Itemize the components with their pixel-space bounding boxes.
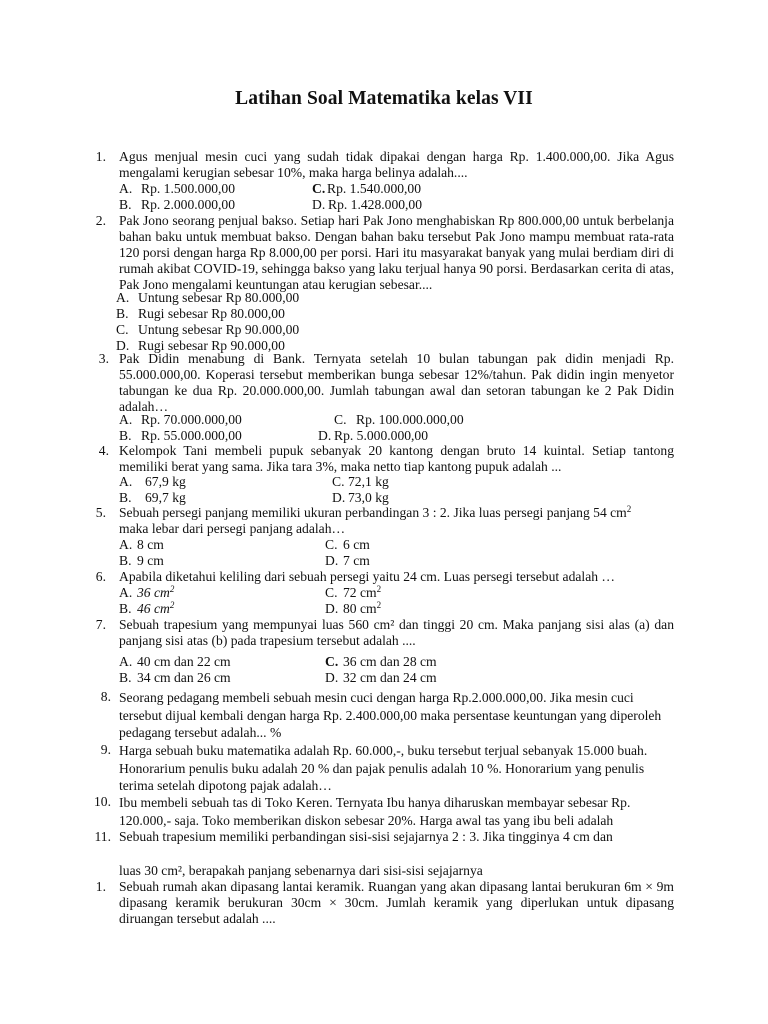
question-text: Pak Didin menabung di Bank. Ternyata setelah 10 bulan tabungan pak didin menjadi Rp. 55.000.000,00. Koperasi tersebut memberikan bunga sebesar 12%/tahun. Pak didin ingin menyetor tabungan ke dua Rp. 20.000.000,00. Jumlah tabungan awal dan setoran tabungan ke 2 Pak Didin adalah…: [119, 351, 674, 414]
question-text: Seorang pedagang membeli sebuah mesin cuci dengan harga Rp.2.000.000,00. Jika mesin cuci tersebut dijual kembali dengan harga Rp. 2.400.000,00 maka persentase keuntungan yang diperoleh pedagang tersebut adalah... %: [119, 690, 662, 740]
option-b: B. 34 cm dan 26 cm: [119, 670, 231, 685]
question-number: 9.: [100, 742, 111, 757]
question-text-continued: maka lebar dari persegi panjang adalah…: [119, 521, 346, 536]
option-b: B. 9 cm: [119, 553, 164, 568]
option-a: A. Rp. 1.500.000,00: [119, 181, 236, 196]
option-a: A. 8 cm: [119, 537, 164, 552]
option-c: C. 72 $cm^2$: [325, 584, 382, 600]
question-text: Sebuah persegi panjang memiliki ukuran perbandingan 3 : 2. Jika luas persegi panjang 54 $cm^2$: [119, 504, 632, 520]
question-text: Harga sebuah buku matematika adalah Rp. 60.000,-, buku tersebut terjual sebanyak 15.000 buah. Honorarium penulis buku adalah 20 % dan pajak penulis adalah 10 %. Honorarium yang penulis terima setelah dipotong pajak adalah…: [119, 743, 648, 793]
question-text: Sebuah trapesium memiliki perbandingan sisi-sisi sejajarnya 2 : 3. Jika tingginya 4 cm dan: [119, 829, 613, 844]
option-a: A. 40 cm dan 22 cm: [119, 654, 231, 669]
question-text: Kelompok Tani membeli pupuk sebanyak 20 kantong dengan bruto 14 kuintal. Setiap tantong memiliki berat yang sama. Jika tara 3%, maka netto tiap kantong pupuk adalah ...: [119, 443, 674, 474]
option-c: C. 36 cm dan 28 cm: [325, 654, 437, 669]
option-b: B. Rugi sebesar Rp 80.000,00: [116, 306, 285, 321]
option-c: C. Rp. 1.540.000,00: [312, 181, 422, 196]
question-number: 4.: [98, 443, 109, 458]
question-text: Apabila diketahui keliling dari sebuah persegi yaitu 24 cm. Luas persegi tersebut adalah …: [119, 569, 616, 584]
question-text: Sebuah rumah akan dipasang lantai keramik. Ruangan yang akan dipasang lantai berukuran 6m × 9m dipasang keramik berukuran 30cm × 30cm. Jumlah keramik yang diperlukan untuk dipasang diruangan tersebut adalah ....: [119, 879, 674, 926]
question-text: Sebuah trapesium yang mempunyai luas 560 cm² dan tinggi 20 cm. Maka panjang sisi alas (a) dan panjang sisi atas (b) pada trapesium tersebut adalah ....: [119, 617, 674, 648]
question-number: 5.: [95, 505, 106, 520]
question-number: 1.: [95, 879, 106, 894]
option-d: D. Rp. 5.000.000,00: [318, 428, 429, 443]
question-number: 10.: [94, 794, 111, 809]
option-d: D. 32 cm dan 24 cm: [325, 670, 437, 685]
option-b: B. Rp. 2.000.000,00: [119, 197, 236, 212]
option-c: C. 6 cm: [325, 537, 370, 552]
option-d: D. Rp. 1.428.000,00: [312, 197, 423, 212]
option-c: C. Rp. 100.000.000,00: [334, 412, 464, 427]
option-b: B. 46 $cm^2$: [119, 600, 175, 616]
option-d: D. Rugi sebesar Rp 90.000,00: [116, 338, 285, 353]
option-a: A. Rp. 70.000.000,00: [119, 412, 242, 427]
question-number: 1.: [95, 149, 106, 164]
option-c: C. Untung sebesar Rp 90.000,00: [116, 322, 300, 337]
question-text: Agus menjual mesin cuci yang sudah tidak dipakai dengan harga Rp. 1.400.000,00. Jika Agus mengalami kerugian sebesar 10%, maka harga belinya adalah....: [119, 149, 674, 180]
option-a: A. Untung sebesar Rp 80.000,00: [116, 290, 300, 305]
option-a: A. 67,9 kg: [119, 474, 186, 489]
question-number: 11.: [94, 829, 111, 844]
question-text-continued: luas 30 cm², berapakah panjang sebenarnya dari sisi-sisi sejajarnya: [119, 863, 483, 878]
option-d: D. 73,0 kg: [332, 490, 389, 505]
question-number: 8.: [100, 689, 111, 704]
question-text: Ibu membeli sebuah tas di Toko Keren. Ternyata Ibu hanya diharuskan membayar sebesar Rp. 120.000,- saja. Toko memberikan diskon sebesar 20%. Harga awal tas yang ibu beli adalah: [119, 795, 631, 828]
question-number: 2.: [95, 213, 106, 228]
option-d: D. 7 cm: [325, 553, 370, 568]
option-d: D. 80 $cm^2$: [325, 600, 382, 616]
option-c: C. 72,1 kg: [332, 474, 389, 489]
page-title: Latihan Soal Matematika kelas VII: [235, 88, 533, 109]
option-b: B. Rp. 55.000.000,00: [119, 428, 242, 443]
option-a: A. 36 $cm^2$: [119, 584, 175, 600]
option-b: B. 69,7 kg: [119, 490, 186, 505]
question-number: 3.: [98, 351, 109, 366]
question-text: Pak Jono seorang penjual bakso. Setiap hari Pak Jono menghabiskan Rp 800.000,00 untuk berbelanja bahan baku untuk membuat bakso. Dengan bahan baku tersebut Pak Jono mampu membuat rata-rata 120 porsi dengan harga Rp 8.000,00 per porsi. Hari itu masyarakat banyak yang mulai berdiam diri di rumah akibat COVID-19, sehingga bakso yang laku terjual hanya 90 porsi. Berdasarkan cerita di atas, Pak Jono mengalami keuntungan atau kerugian sebesar....: [119, 213, 674, 292]
question-number: 6.: [95, 569, 106, 584]
question-number: 7.: [95, 617, 106, 632]
